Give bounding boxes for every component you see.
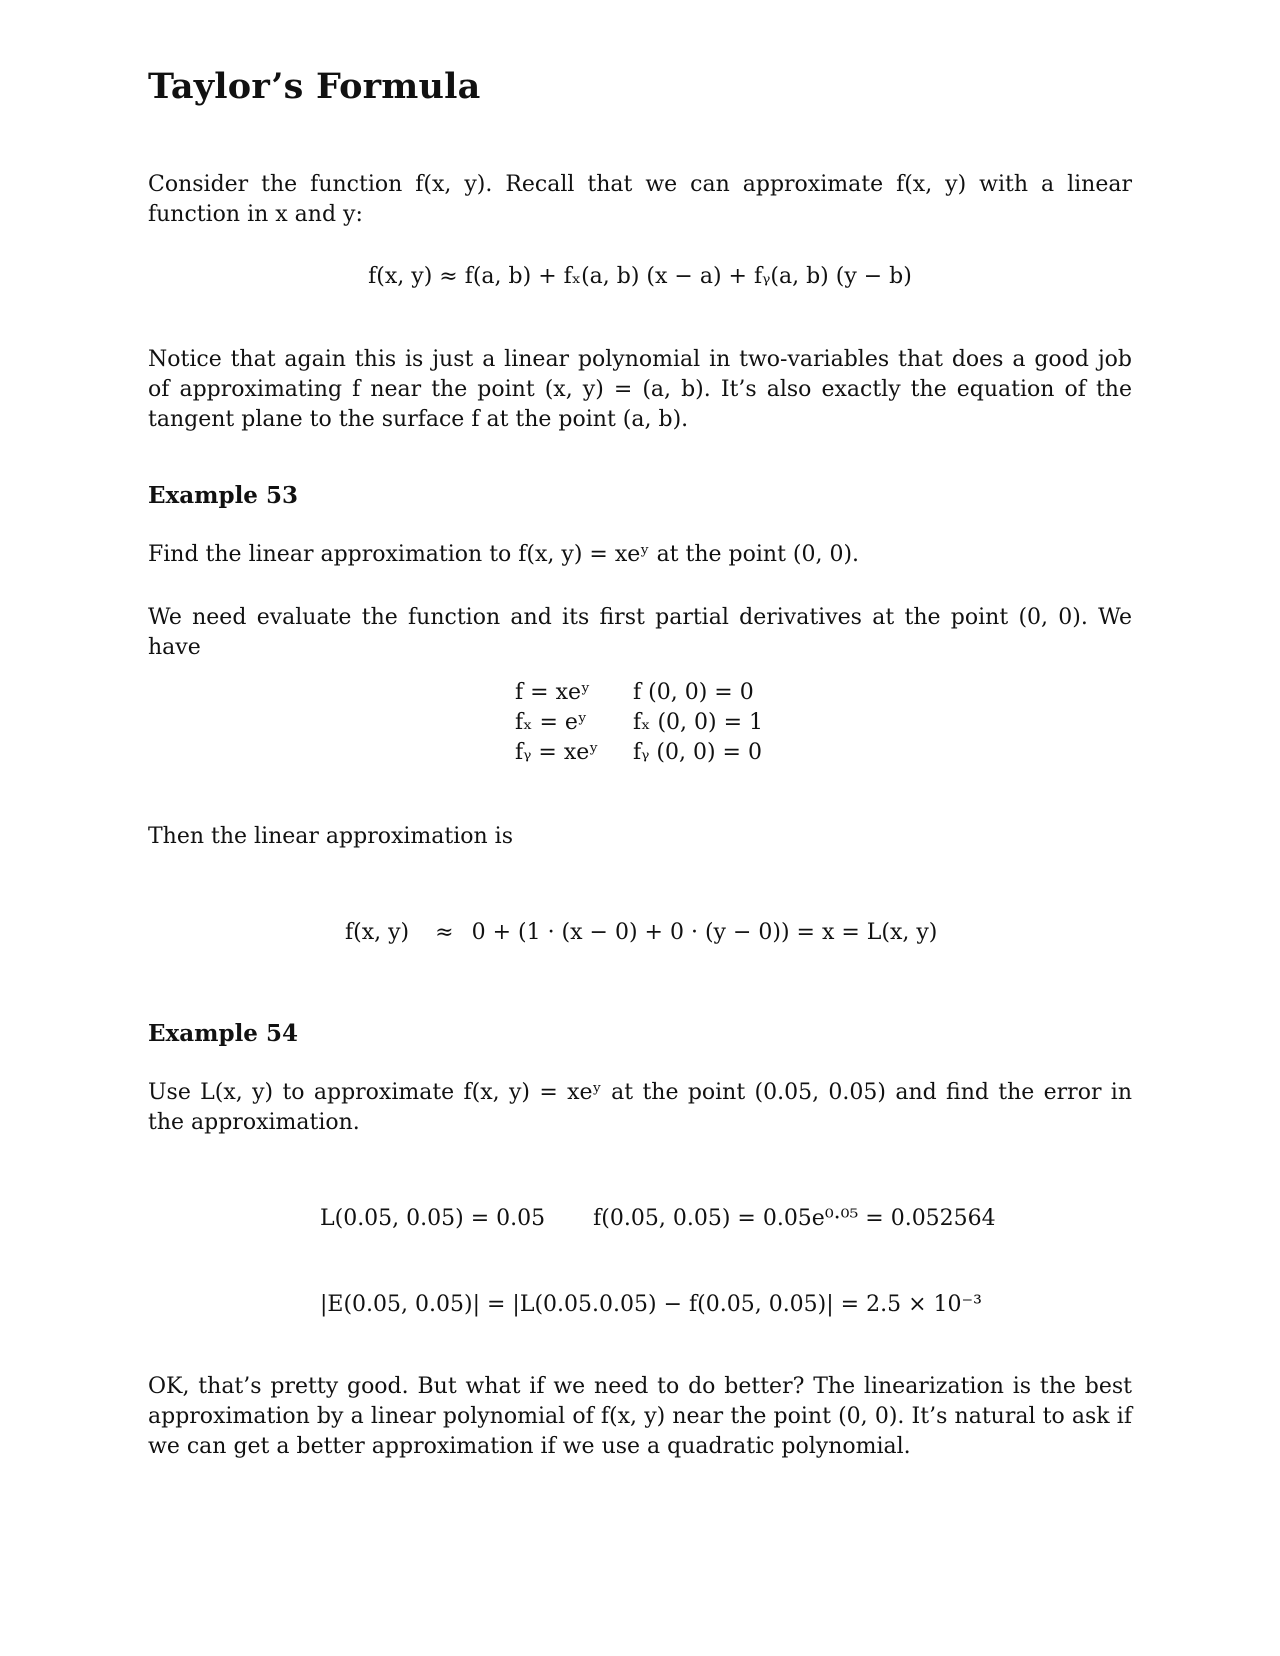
- function-value: f (0, 0) = 0: [633, 680, 754, 705]
- partial-x-value: fₓ (0, 0) = 1: [633, 710, 764, 735]
- eq-L-value: L(0.05, 0.05) = 0.05: [320, 1206, 546, 1231]
- partial-y-expr: fᵧ = xeʸ: [515, 740, 599, 765]
- then-text: Then the linear approximation is: [148, 824, 514, 849]
- evaluation-equations: [320, 1204, 996, 1234]
- approx-symbol: ≈: [435, 920, 454, 945]
- derivative-table: [515, 678, 763, 768]
- notice-paragraph: Notice that again this is just a linear polynomial in two-variables that does a good job of approximating f near the point (x, y) = (a, b). It’s also exactly the equation of the tangent plane to the surface f at the point (a, b).: [148, 347, 1132, 432]
- linear-approx-result: [345, 918, 937, 948]
- partial-x-expr: fₓ = eʸ: [515, 710, 588, 735]
- function-expr: f = xeʸ: [515, 680, 591, 705]
- approx-rhs: 0 + (1 · (x − 0) + 0 · (y − 0)) = x = L(x, y): [471, 920, 938, 945]
- linear-approx-equation: f(x, y) ≈ f(a, b) + fₓ(a, b) (x − a) + fᵧ(a, b) (y − b): [368, 264, 912, 289]
- example-54-problem: Use L(x, y) to approximate f(x, y) = xeʸ at the point (0.05, 0.05) and find the error in the approximation.: [148, 1080, 1132, 1135]
- table-row: [515, 738, 763, 768]
- error-equation: |E(0.05, 0.05)| = |L(0.05.0.05) − f(0.05, 0.05)| = 2.5 × 10⁻³: [320, 1292, 982, 1317]
- example-54-heading: Example 54: [148, 1020, 298, 1047]
- example-53-heading: Example 53: [148, 482, 298, 509]
- example-53-problem: Find the linear approximation to f(x, y) = xeʸ at the point (0, 0).: [148, 542, 860, 567]
- table-row: [515, 678, 763, 708]
- table-row: [515, 708, 763, 738]
- closing-paragraph: OK, that’s pretty good. But what if we need to do better? The linearization is the best approximation by a linear polynomial of f(x, y) near the point (0, 0). It’s natural to ask if we can get a better approximation if we use a quadratic polynomial.: [148, 1374, 1132, 1459]
- page-title: Taylor’s Formula: [148, 66, 481, 107]
- partial-y-value: fᵧ (0, 0) = 0: [633, 740, 762, 765]
- approx-lhs: f(x, y): [345, 920, 410, 945]
- example-53-setup: We need evaluate the function and its first partial derivatives at the point (0, 0). We have: [148, 605, 1132, 660]
- eq-f-value: f(0.05, 0.05) = 0.05e⁰·⁰⁵ = 0.052564: [593, 1206, 996, 1231]
- intro-paragraph: Consider the function f(x, y). Recall that we can approximate f(x, y) with a linear function in x and y:: [148, 172, 1132, 227]
